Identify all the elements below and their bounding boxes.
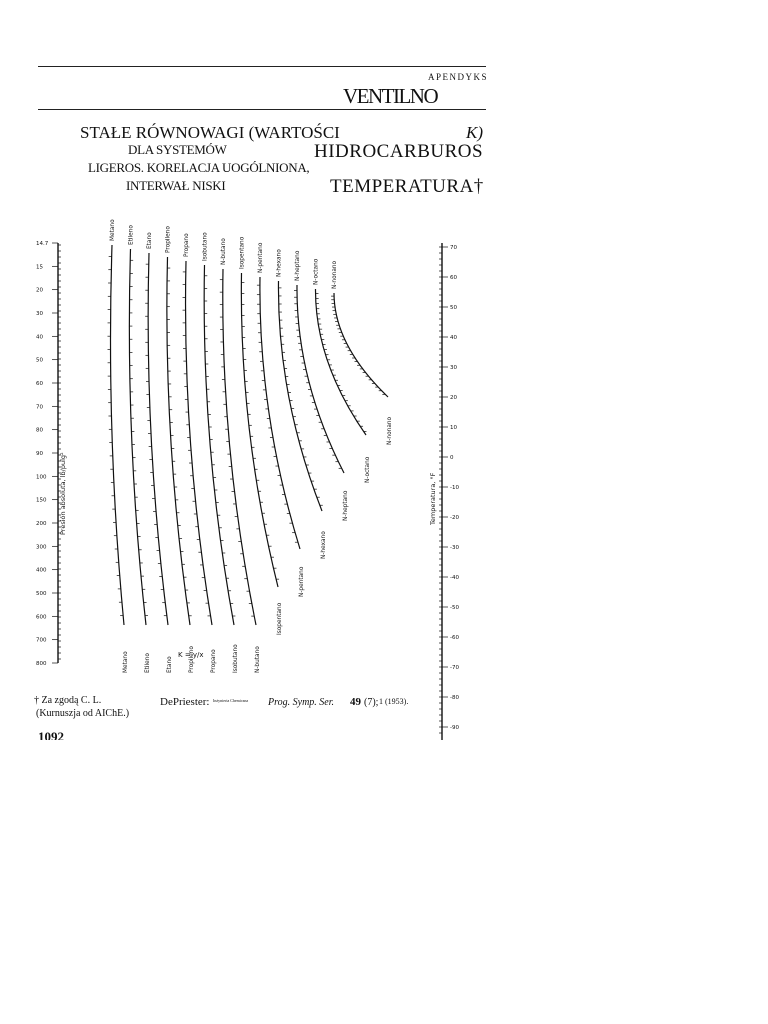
temperature-tick-label: -20 [450,515,459,521]
component-label-top: N-hexano [276,249,283,277]
component-label-bottom: N-nonano [387,416,393,445]
pressure-tick-label: 70 [36,404,43,411]
component-label-top: Isopentano [239,236,246,269]
section-header: APENDYKS [428,72,489,82]
component-curve [297,285,344,473]
component-label-top: N-pentano [258,242,264,273]
component-label-top: N-heptano [295,250,301,281]
pressure-tick-label: 100 [36,474,47,481]
pressure-tick-label: 700 [36,637,47,644]
temperature-axis-label: Temperatura, °F [429,472,437,525]
component-label-bottom: N-octano [365,456,371,483]
temperature-tick-label: -10 [450,485,459,491]
component-label-bottom: N-butano [255,646,261,673]
running-title: VENTILNO [343,84,438,108]
title-temperature: TEMPERATURA† [330,176,484,197]
temperature-tick-label: 0 [450,455,454,461]
citation-author: DePriester: [160,696,210,708]
pressure-tick-label: 150 [36,497,47,504]
pressure-tick-label: 200 [36,521,47,527]
header-rule [38,109,486,110]
citation-issue: (7); [364,697,379,708]
component-label-top: Etileno [128,225,135,245]
component-curve [334,293,388,397]
component-curve [111,245,125,625]
temperature-tick-label: -90 [450,725,459,731]
component-label-bottom: Propano [211,649,217,673]
temperature-tick-label: 50 [450,305,457,311]
component-label-bottom: Isopentano [277,602,283,635]
pressure-tick-label: 40 [36,334,43,341]
pressure-tick-label: 500 [36,591,47,597]
pressure-tick-label: 14.7 [36,241,49,247]
depriester-nomogram [30,205,470,745]
component-label-top: N-nonano [332,260,338,289]
component-label-bottom: Metano [123,651,129,673]
citation-journal: Prog. Symp. Ser. [268,697,335,708]
pressure-tick-label: 15 [36,264,43,271]
component-curve [241,273,278,587]
component-curve [260,277,300,549]
citation-journal-small: Inżynieria Chemiczna [213,698,249,703]
pressure-tick-label: 30 [36,311,43,317]
component-label-bottom: Isobutano [233,644,239,673]
component-curve [148,253,168,625]
component-label-top: Metano [110,219,116,241]
title-hydrocarbons: HIDROCARBUROS [314,141,484,162]
component-curve [129,249,146,625]
temperature-tick-label: 70 [450,245,457,251]
pressure-axis-label: Presión absoluta, lb/pulg² [59,452,67,535]
temperature-tick-label: -80 [450,695,459,701]
component-label-top: Propileno [165,226,172,253]
top-rule [38,66,486,67]
temperature-tick-label: 10 [450,425,457,431]
citation-year: 1 (1953). [379,697,409,706]
component-label-top: Propano [184,233,190,257]
pressure-tick-label: 800 [36,661,47,667]
component-label-bottom: N-hexano [321,531,327,559]
component-label-top: Etano [147,232,153,249]
pressure-tick-label: 80 [36,427,43,434]
formula-k: K = y/x [178,651,204,659]
temperature-tick-label: -50 [450,605,459,611]
title-line-1: STAŁE RÓWNOWAGI (WARTOŚCI [80,123,340,142]
footnote-dagger: † Za zgodą C. L. [34,695,102,706]
temperature-tick-label: -70 [450,665,459,671]
title-k-symbol: K) [466,123,483,142]
component-label-top: Isobutano [202,232,209,261]
footnote-reprint: (Kurnuszja od AIChE.) [36,708,130,719]
temperature-tick-label: 30 [450,365,457,371]
temperature-tick-label: 20 [450,395,457,401]
citation-volume: 49 [350,696,361,708]
component-label-bottom: Etileno [145,653,151,673]
title-line-4: INTERWAŁ NISKI [126,178,226,193]
temperature-tick-label: 60 [450,275,457,281]
component-label-bottom: N-heptano [343,490,349,521]
temperature-tick-label: -60 [450,635,459,641]
temperature-tick-label: 40 [450,335,457,341]
page-number: 1092 [38,729,64,740]
component-scales [111,245,389,625]
pressure-tick-label: 20 [36,287,43,294]
component-label-top: N-butano [221,238,227,265]
pressure-tick-label: 300 [36,544,47,551]
component-curve [167,257,190,625]
component-curve [186,261,212,625]
component-label-bottom: Etano [167,656,173,673]
pressure-tick-label: 60 [36,381,43,387]
pressure-tick-label: 50 [36,357,43,364]
temperature-tick-label: -30 [450,545,459,551]
pressure-tick-label: 400 [36,567,47,574]
component-curve [278,281,322,511]
title-line-3: LIGEROS. KORELACJA UOGÓLNIONA, [88,160,310,175]
title-line-2: DLA SYSTEMÓW [128,142,227,157]
component-label-top: N-octano [313,258,320,285]
pressure-tick-label: 90 [36,451,43,457]
pressure-tick-label: 600 [36,614,47,621]
temperature-tick-label: -40 [450,575,459,581]
component-label-bottom: Propileno [189,646,195,673]
component-label-bottom: N-pentano [299,566,305,597]
